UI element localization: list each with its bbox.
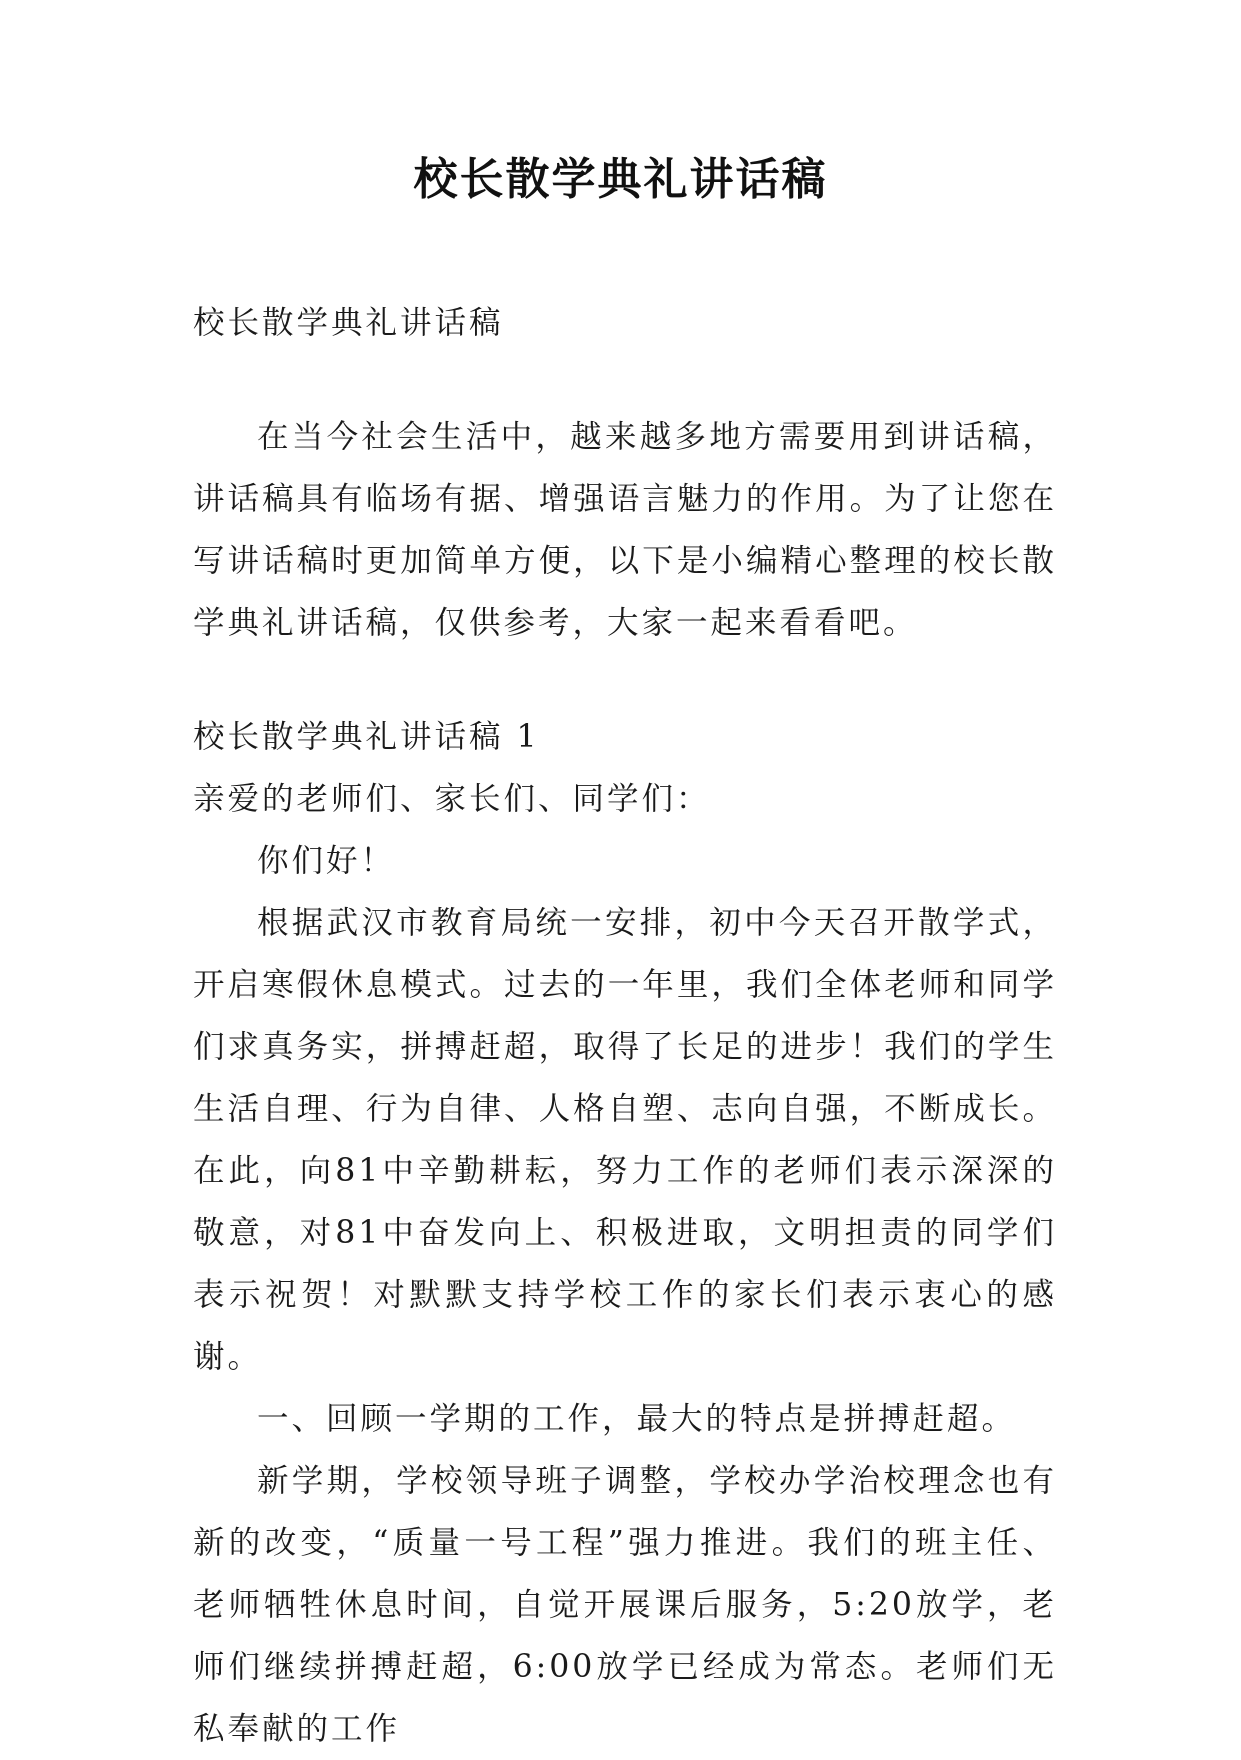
intro-paragraph: 在当今社会生活中，越来越多地方需要用到讲话稿，讲话稿具有临场有据、增强语言魅力的作用。为了让您在写讲话稿时更加简单方便，以下是小编精心整理的校长散学典礼讲话稿，仅供参考，大家一起来看看吧。 <box>193 419 1057 641</box>
salutation: 亲爱的老师们、家长们、同学们： <box>193 781 711 817</box>
body-paragraph-1: 根据武汉市教育局统一安排，初中今天召开散学式，开启寒假休息模式。过去的一年里，我们全体老师和同学们求真务实，拼搏赶超，取得了长足的进步！我们的学生生活自理、行为自律、人格自塑、志向自强，不断成长。在此，向81中辛勤耕耘，努力工作的老师们表示深深的敬意，对81中奋发向上、积极进取，文明担责的同学们表示祝贺！对默默支持学校工作的家长们表示衷心的感谢。 <box>193 905 1057 1375</box>
body-paragraph-2: 新学期，学校领导班子调整，学校办学治校理念也有新的改变，“质量一号工程”强力推进。我们的班主任、老师牺牲休息时间，自觉开展课后服务，5:20放学，老师们继续拼搏赶超，6:00放学已经成为常态。老师们无私奉献的工作 <box>193 1463 1057 1747</box>
section-heading: 校长散学典礼讲话稿 1 <box>193 719 540 755</box>
section-point-1: 一、回顾一学期的工作，最大的特点是拼搏赶超。 <box>257 1401 1017 1437</box>
document-title: 校长散学典礼讲话稿 <box>413 154 828 205</box>
document-body <box>193 292 1057 1760</box>
greeting: 你们好！ <box>257 843 396 879</box>
document-subtitle: 校长散学典礼讲话稿 <box>193 305 504 341</box>
